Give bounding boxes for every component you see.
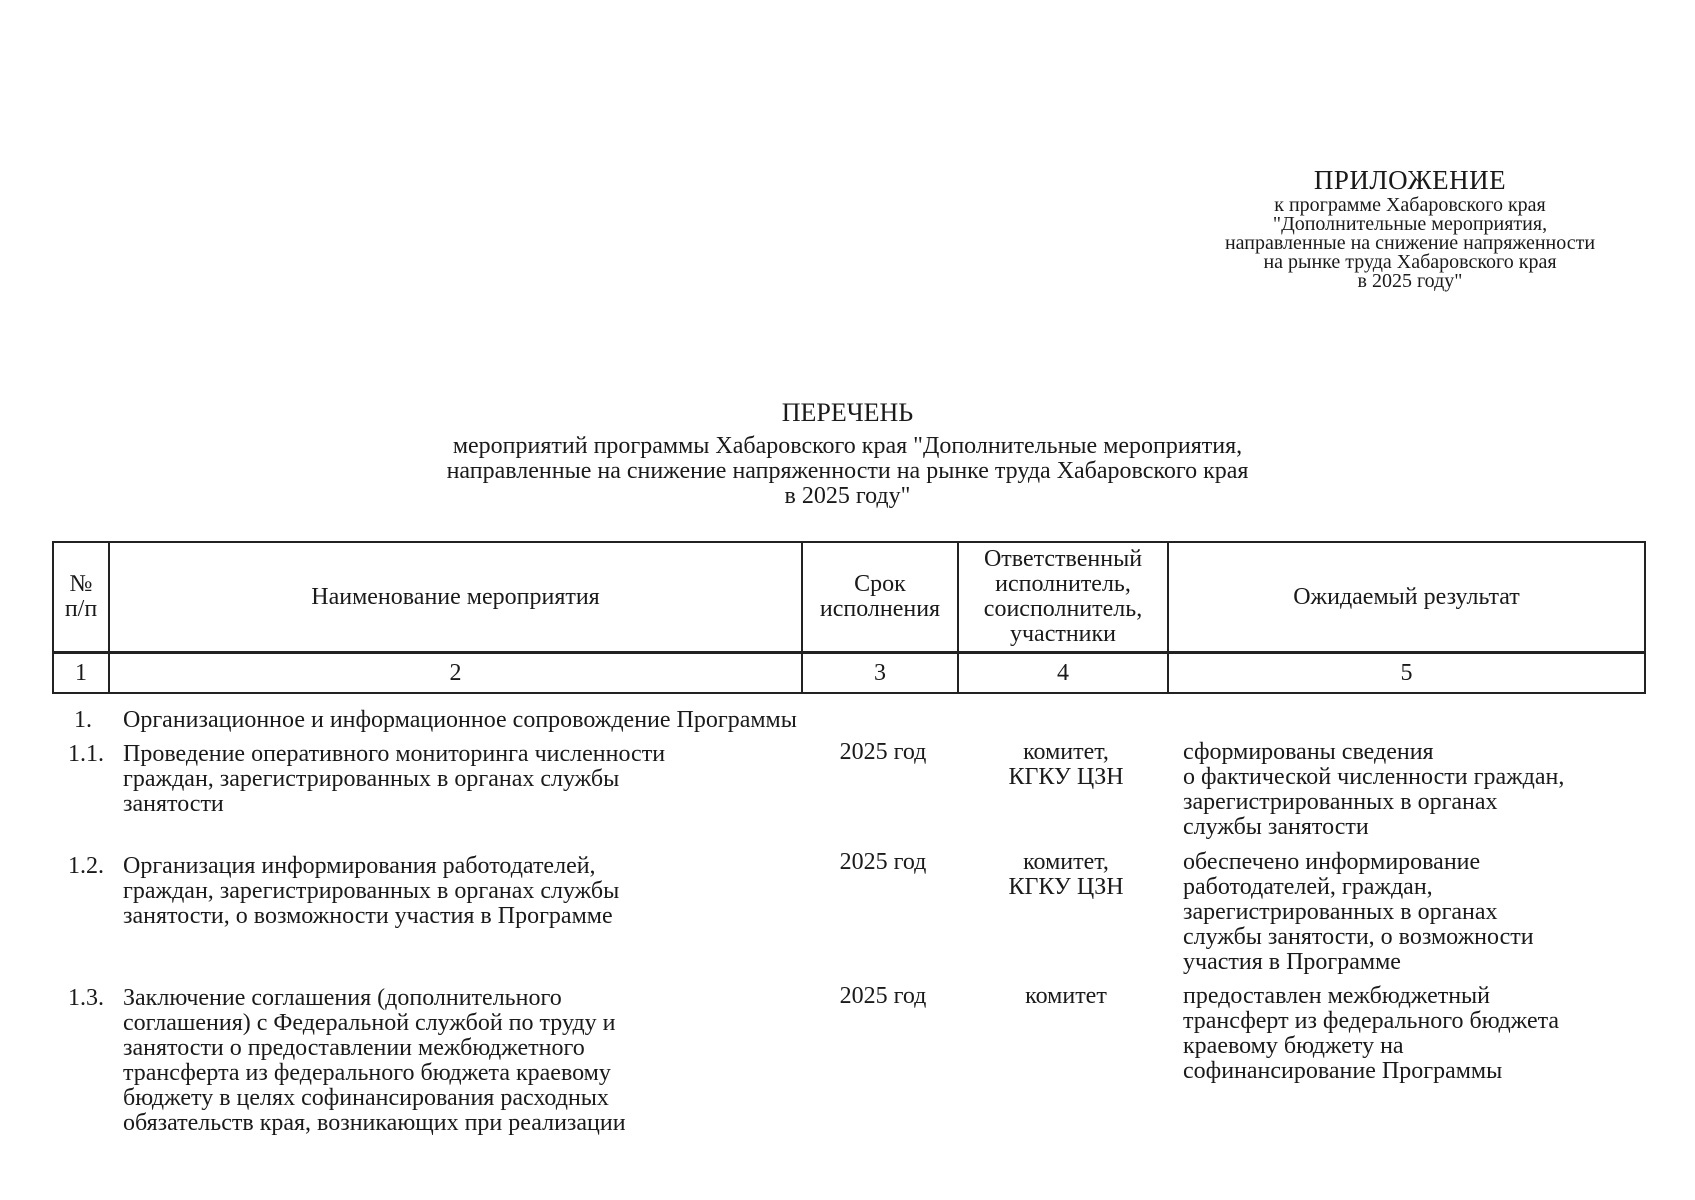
- row-term: 2025 год: [839, 849, 927, 875]
- row-term: 2025 год: [839, 983, 927, 1009]
- row-executor: комитет: [1025, 983, 1107, 1009]
- row-result: предоставлен межбюджетный трансферт из федерального бюджета краевому бюджету на софинансирование Программы: [1183, 983, 1560, 1084]
- row-term: 2025 год: [839, 739, 927, 765]
- document-subtitle-line: мероприятий программы Хабаровского края "Дополнительные мероприятия,: [452, 433, 1243, 459]
- column-number: 2: [109, 653, 802, 694]
- row-executor: комитет, КГКУ ЦЗН: [1008, 849, 1124, 900]
- header-executor: Ответственный исполнитель, соисполнитель, участники: [958, 542, 1168, 653]
- column-number: 3: [802, 653, 958, 694]
- appendix-line: к программе Хабаровского края: [1274, 194, 1546, 216]
- header-name: Наименование мероприятия: [109, 542, 802, 653]
- header-num: № п/п: [53, 542, 109, 653]
- appendix-line: в 2025 году": [1357, 270, 1463, 292]
- appendix-heading: ПРИЛОЖЕНИЕ: [1313, 165, 1507, 195]
- row-number: 1.1.: [68, 741, 104, 767]
- row-name: Организация информирования работодателей, граждан, зарегистрированных в органах службы занятости, о возможности участия в Программе: [123, 853, 620, 929]
- appendix-block: [1170, 164, 1650, 291]
- section-number: 1.: [74, 707, 92, 733]
- appendix-line: "Дополнительные мероприятия,: [1272, 213, 1548, 235]
- document-subtitle-line: направленные на снижение напряженности на рынке труда Хабаровского края: [446, 458, 1249, 484]
- row-result: сформированы сведения о фактической численности граждан, зарегистрированных в органах службы занятости: [1183, 739, 1565, 840]
- row-number: 1.3.: [68, 985, 104, 1011]
- section-title: Организационное и информационное сопровождение Программы: [123, 707, 797, 733]
- row-number: 1.2.: [68, 853, 104, 879]
- row-result: обеспечено информирование работодателей, граждан, зарегистрированных в органах службы занятости, о возможности участия в Программе: [1183, 849, 1534, 975]
- header-term: Срок исполнения: [802, 542, 958, 653]
- document-subtitle-line: в 2025 году": [784, 483, 911, 509]
- row-name: Заключение соглашения (дополнительного соглашения) с Федеральной службой по труду и занятости о предоставлении межбюджетного трансферта из федерального бюджета краевому бюджету в целях софинансирования расходных обязательств края, возникающих при реализации: [123, 985, 626, 1136]
- activities-table-header: [52, 541, 1646, 694]
- column-number: 4: [958, 653, 1168, 694]
- column-number: 5: [1168, 653, 1645, 694]
- header-result: Ожидаемый результат: [1168, 542, 1645, 653]
- appendix-line: направленные на снижение напряженности: [1224, 232, 1596, 254]
- row-name: Проведение оперативного мониторинга численности граждан, зарегистрированных в органах службы занятости: [123, 741, 666, 817]
- column-number: 1: [53, 653, 109, 694]
- row-executor: комитет, КГКУ ЦЗН: [1008, 739, 1124, 790]
- appendix-line: на рынке труда Хабаровского края: [1263, 251, 1557, 273]
- document-title-block: [0, 398, 1695, 509]
- document-title: ПЕРЕЧЕНЬ: [781, 398, 914, 427]
